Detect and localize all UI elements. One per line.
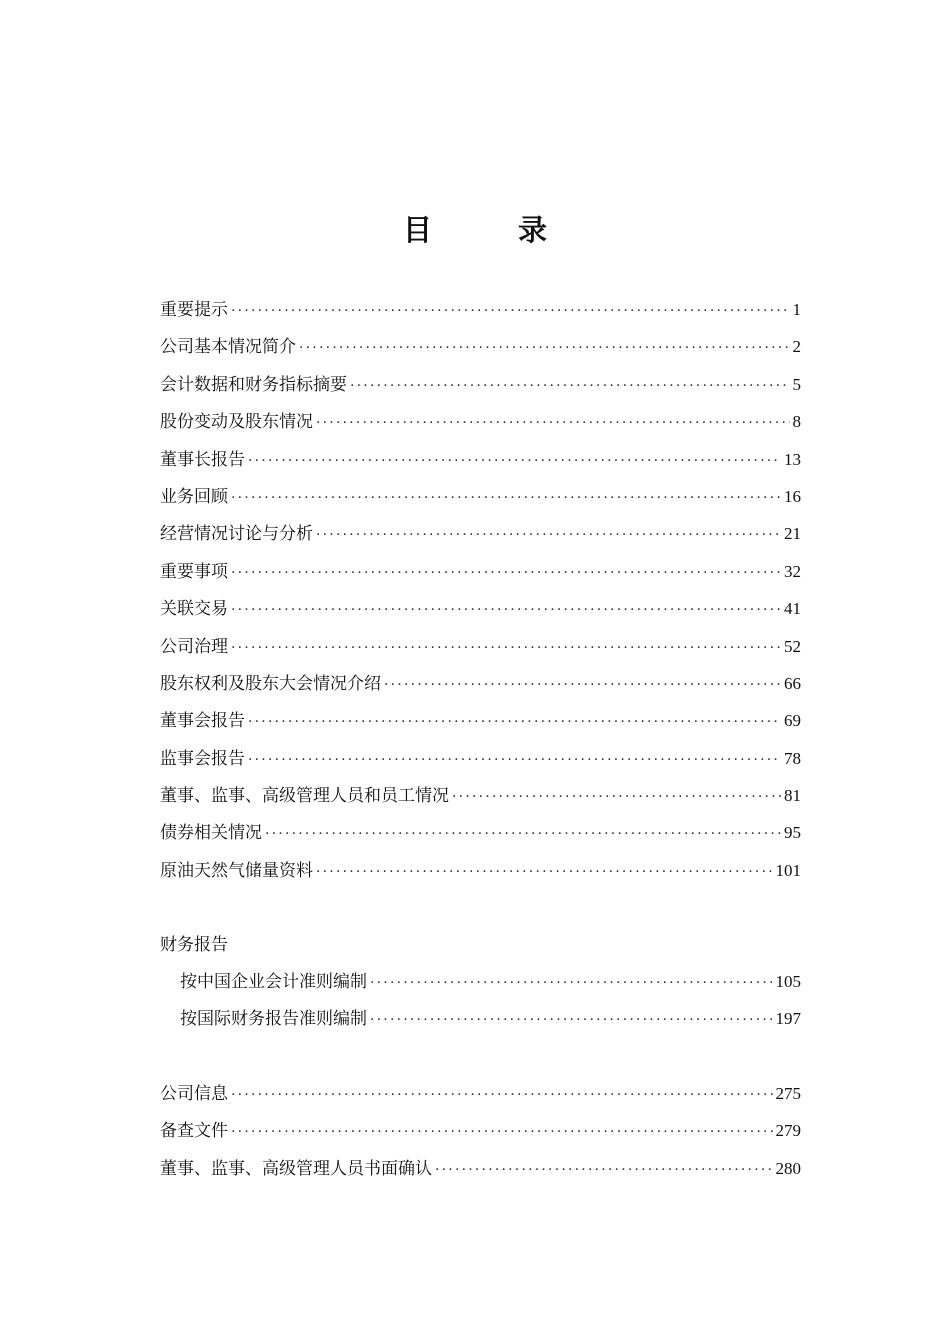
dot-leader (248, 742, 781, 779)
toc-main-list (160, 291, 801, 889)
dot-leader (231, 555, 781, 592)
toc-entry-label: 公司基本情况简介 (160, 337, 296, 358)
page-title: 目 录 (402, 213, 586, 247)
dot-leader (316, 517, 781, 554)
toc-entry-label: 公司信息 (160, 1084, 228, 1104)
toc-entry[interactable] (160, 852, 801, 889)
toc-entry-page-number: 197 (775, 1009, 801, 1029)
toc-financial-list (160, 963, 801, 1038)
dot-leader (231, 480, 781, 517)
toc-tail-list (160, 1075, 801, 1187)
toc-entry-label: 业务回顾 (160, 486, 228, 507)
toc-entry-page-number: 8 (792, 412, 801, 432)
dot-leader (231, 1114, 773, 1151)
toc-entry[interactable] (160, 553, 801, 590)
toc-entry[interactable] (160, 777, 801, 814)
dot-leader (299, 330, 790, 367)
dot-leader (452, 779, 781, 816)
toc-entry-page-number: 52 (784, 636, 801, 656)
toc-entry-label: 按中国企业会计准则编制 (180, 972, 367, 992)
toc-entry-page-number: 66 (784, 673, 801, 693)
toc-entry-label: 关联交易 (160, 599, 228, 620)
dot-leader (248, 443, 781, 480)
toc-entry-page-number: 16 (784, 486, 801, 506)
toc-entry[interactable] (160, 814, 801, 851)
toc-entry-label: 监事会报告 (160, 748, 245, 769)
toc-entry[interactable] (160, 515, 801, 552)
toc-entry-page-number: 280 (775, 1158, 801, 1178)
toc-entry-page-number: 5 (792, 374, 801, 394)
toc-entry[interactable] (160, 702, 801, 739)
toc-entry-label: 董事会报告 (160, 711, 245, 732)
dot-leader (316, 405, 790, 442)
dot-leader (370, 1002, 773, 1039)
dot-leader (248, 704, 781, 741)
dot-leader (350, 368, 790, 405)
toc-entry-label: 重要事项 (160, 561, 228, 582)
toc-entry-label: 备查文件 (160, 1121, 228, 1142)
toc-entry[interactable] (160, 590, 801, 627)
toc-entry-page-number: 13 (784, 449, 801, 469)
toc-entry-label: 按国际财务报告准则编制 (180, 1009, 367, 1030)
toc-entry[interactable] (160, 403, 801, 440)
dot-leader (231, 592, 781, 629)
dot-leader (231, 293, 790, 330)
toc-entry-label: 经营情况讨论与分析 (160, 524, 313, 545)
dot-leader (231, 630, 781, 667)
toc-entry-page-number: 279 (775, 1121, 801, 1141)
toc-entry-page-number: 101 (775, 860, 801, 880)
toc-entry[interactable] (160, 665, 801, 702)
dot-leader (435, 1152, 773, 1189)
financial-section-heading: 财务报告 (160, 935, 228, 955)
toc-entry[interactable] (160, 441, 801, 478)
toc-entry[interactable] (160, 291, 801, 328)
toc-entry[interactable] (160, 1150, 801, 1187)
toc-entry-label: 董事、监事、高级管理人员和员工情况 (160, 786, 449, 807)
toc-entry-label: 会计数据和财务指标摘要 (160, 374, 347, 395)
toc-entry[interactable] (160, 963, 801, 1000)
toc-entry-page-number: 81 (784, 786, 801, 806)
toc-entry-page-number: 41 (784, 599, 801, 619)
dot-leader (265, 816, 781, 853)
toc-entry[interactable] (160, 328, 801, 365)
toc-entry-page-number: 2 (792, 337, 801, 357)
dot-leader (231, 1077, 773, 1114)
dot-leader (370, 965, 773, 1002)
toc-entry-page-number: 1 (792, 300, 801, 319)
dot-leader (384, 667, 781, 704)
toc-entry-page-number: 21 (784, 524, 801, 544)
toc-entry-label: 原油天然气储量资料 (160, 860, 313, 881)
toc-entry-label: 董事长报告 (160, 449, 245, 470)
toc-entry-page-number: 32 (784, 561, 801, 581)
toc-entry-page-number: 78 (784, 748, 801, 768)
toc-entry[interactable] (160, 740, 801, 777)
toc-entry-label: 债券相关情况 (160, 823, 262, 844)
toc-entry-page-number: 275 (775, 1084, 801, 1103)
toc-entry-label: 股份变动及股东情况 (160, 412, 313, 433)
toc-entry-page-number: 69 (784, 711, 801, 731)
toc-entry[interactable] (160, 478, 801, 515)
toc-entry[interactable] (160, 1112, 801, 1149)
toc-entry-label: 重要提示 (160, 300, 228, 320)
toc-entry-label: 董事、监事、高级管理人员书面确认 (160, 1158, 432, 1179)
toc-entry-label: 公司治理 (160, 636, 228, 657)
toc-entry-page-number: 105 (775, 972, 801, 991)
toc-entry[interactable] (160, 366, 801, 403)
dot-leader (316, 854, 773, 891)
toc-entry-label: 股东权利及股东大会情况介绍 (160, 673, 381, 694)
toc-entry[interactable] (160, 628, 801, 665)
toc-entry[interactable] (160, 1000, 801, 1037)
toc-entry-page-number: 95 (784, 823, 801, 843)
toc-entry[interactable] (160, 1075, 801, 1112)
